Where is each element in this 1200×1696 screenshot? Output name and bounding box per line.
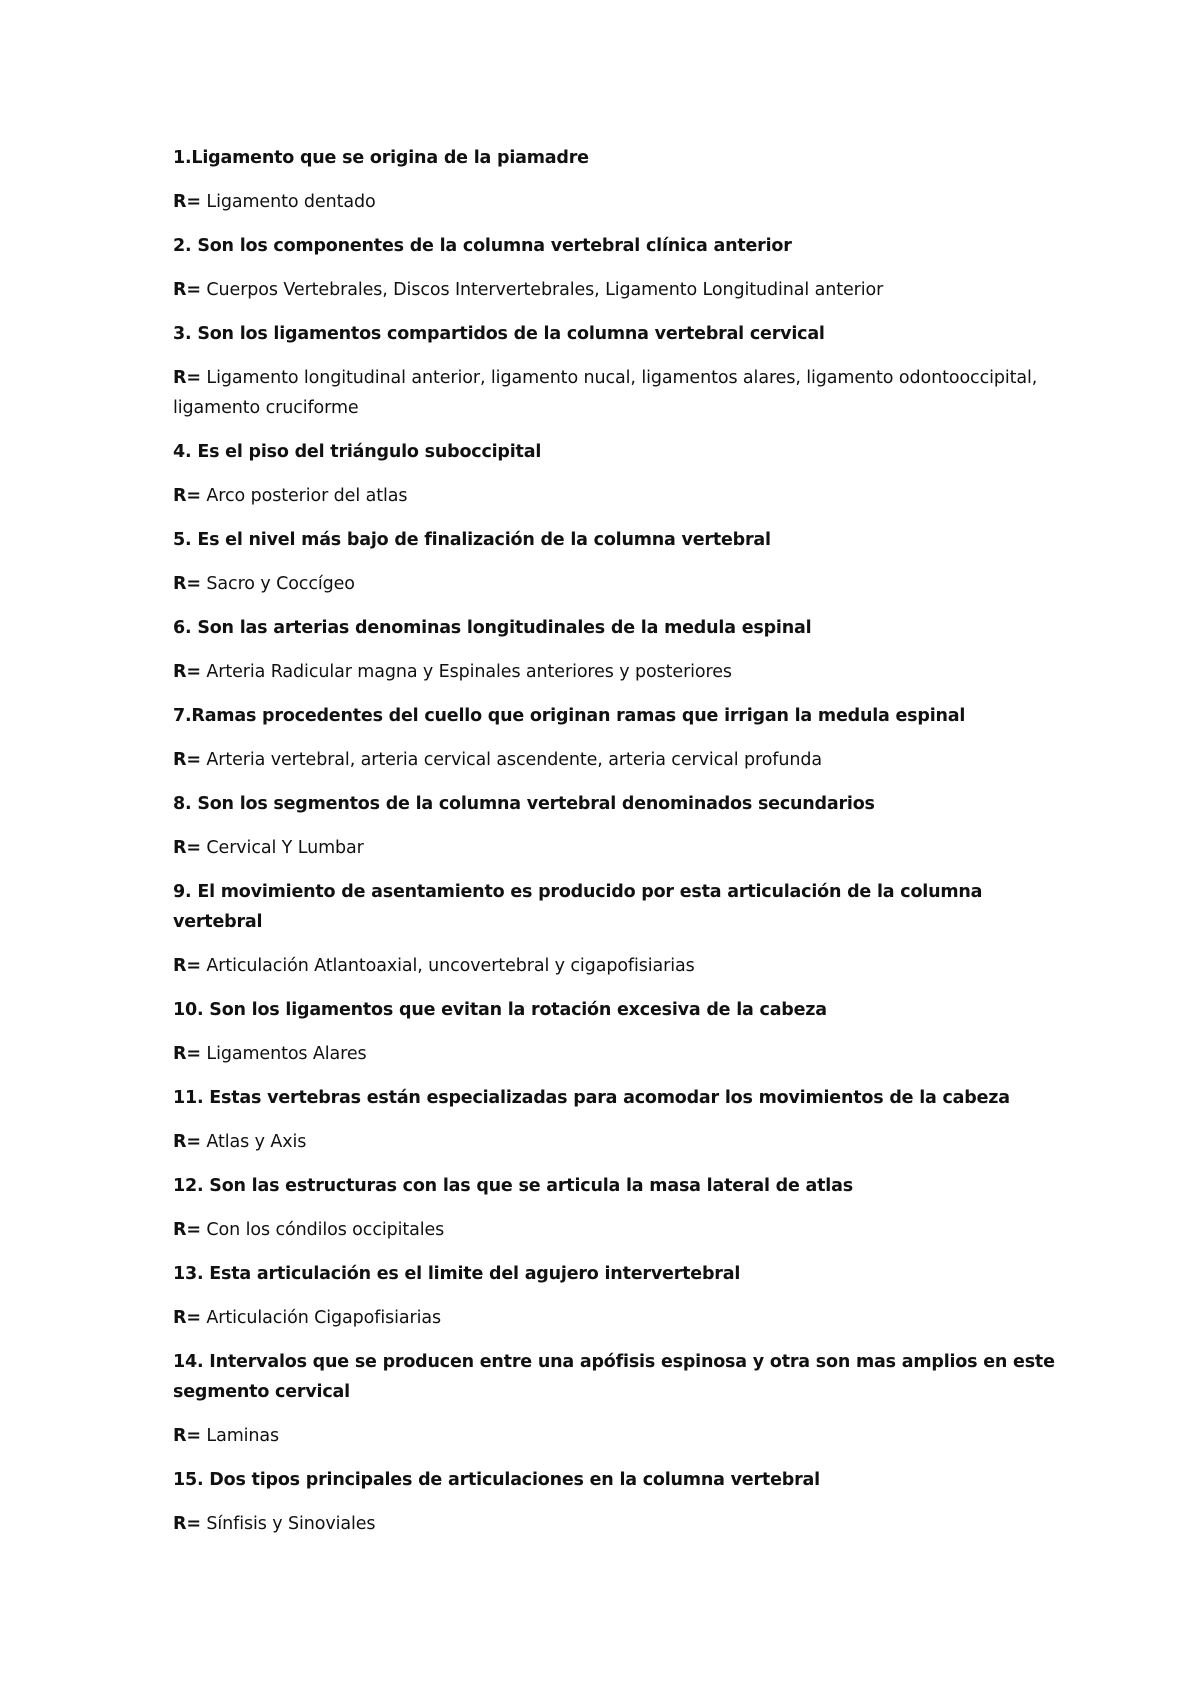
qa-item <box>173 701 1073 775</box>
answer-9 <box>173 951 1073 981</box>
answer-prefix: R= <box>173 192 201 212</box>
answer-text: Sacro y Coccígeo <box>200 574 355 594</box>
answer-text: Ligamento longitudinal anterior, ligamento nucal, ligamentos alares, ligamento odontooccipital, ligamento cruciforme <box>173 368 1038 418</box>
answer-prefix: R= <box>173 662 201 682</box>
answer-text: Arteria vertebral, arteria cervical ascendente, arteria cervical profunda <box>200 750 822 770</box>
question-12: 12. Son las estructuras con las que se articula la masa lateral de atlas <box>173 1176 853 1196</box>
answer-6 <box>173 657 1073 687</box>
answer-text: Arco posterior del atlas <box>200 486 408 506</box>
question-2: 2. Son los componentes de la columna vertebral clínica anterior <box>173 236 792 256</box>
qa-item <box>173 231 1073 305</box>
answer-text: Arteria Radicular magna y Espinales anteriores y posteriores <box>200 662 732 682</box>
question-14: 14. Intervalos que se producen entre una apófisis espinosa y otra son mas amplios en este segmento cervical <box>173 1352 1055 1402</box>
answer-text: Ligamentos Alares <box>200 1044 367 1064</box>
answer-10 <box>173 1039 1073 1069</box>
qa-item <box>173 1083 1073 1157</box>
question-4: 4. Es el piso del triángulo suboccipital <box>173 442 542 462</box>
answer-13 <box>173 1303 1073 1333</box>
qa-item <box>173 995 1073 1069</box>
answer-text: Sínfisis y Sinoviales <box>200 1514 376 1534</box>
answer-text: Articulación Atlantoaxial, uncovertebral y cigapofisiarias <box>200 956 695 976</box>
qa-item <box>173 1259 1073 1333</box>
answer-text: Laminas <box>200 1426 280 1446</box>
answer-prefix: R= <box>173 1220 201 1240</box>
qa-item <box>173 877 1073 981</box>
answer-text: Cervical Y Lumbar <box>200 838 364 858</box>
answer-prefix: R= <box>173 838 201 858</box>
answer-prefix: R= <box>173 956 201 976</box>
question-9: 9. El movimiento de asentamiento es producido por esta articulación de la columna vertebral <box>173 882 983 932</box>
qa-item <box>173 525 1073 599</box>
answer-11 <box>173 1127 1073 1157</box>
answer-prefix: R= <box>173 574 201 594</box>
qa-item <box>173 1347 1073 1451</box>
question-6: 6. Son las arterias denominas longitudinales de la medula espinal <box>173 618 812 638</box>
question-13: 13. Esta articulación es el limite del agujero intervertebral <box>173 1264 741 1284</box>
answer-8 <box>173 833 1073 863</box>
answer-4 <box>173 481 1073 511</box>
question-8: 8. Son los segmentos de la columna vertebral denominados secundarios <box>173 794 875 814</box>
question-3: 3. Son los ligamentos compartidos de la columna vertebral cervical <box>173 324 825 344</box>
answer-prefix: R= <box>173 1426 201 1446</box>
answer-7 <box>173 745 1073 775</box>
answer-prefix: R= <box>173 280 201 300</box>
answer-12 <box>173 1215 1073 1245</box>
answer-prefix: R= <box>173 1308 201 1328</box>
answer-14 <box>173 1421 1073 1451</box>
question-10: 10. Son los ligamentos que evitan la rotación excesiva de la cabeza <box>173 1000 827 1020</box>
answer-prefix: R= <box>173 368 201 388</box>
question-7: 7.Ramas procedentes del cuello que originan ramas que irrigan la medula espinal <box>173 706 966 726</box>
answer-text: Articulación Cigapofisiarias <box>200 1308 442 1328</box>
qa-item <box>173 613 1073 687</box>
qa-item <box>173 1171 1073 1245</box>
answer-prefix: R= <box>173 1514 201 1534</box>
answer-text: Ligamento dentado <box>200 192 376 212</box>
qa-item <box>173 319 1073 423</box>
qa-item <box>173 143 1073 217</box>
answer-3 <box>173 363 1073 423</box>
answer-15 <box>173 1509 1073 1539</box>
answer-text: Cuerpos Vertebrales, Discos Intervertebrales, Ligamento Longitudinal anterior <box>200 280 884 300</box>
answer-prefix: R= <box>173 1132 201 1152</box>
question-15: 15. Dos tipos principales de articulaciones en la columna vertebral <box>173 1470 820 1490</box>
answer-prefix: R= <box>173 1044 201 1064</box>
question-11: 11. Estas vertebras están especializadas para acomodar los movimientos de la cabeza <box>173 1088 1010 1108</box>
qa-item <box>173 1465 1073 1539</box>
answer-prefix: R= <box>173 750 201 770</box>
question-5: 5. Es el nivel más bajo de finalización de la columna vertebral <box>173 530 771 550</box>
question-1: 1.Ligamento que se origina de la piamadre <box>173 148 589 168</box>
qa-item <box>173 437 1073 511</box>
answer-prefix: R= <box>173 486 201 506</box>
qa-item <box>173 789 1073 863</box>
answer-2 <box>173 275 1073 305</box>
answer-text: Con los cóndilos occipitales <box>200 1220 445 1240</box>
answer-text: Atlas y Axis <box>200 1132 307 1152</box>
qa-list <box>173 143 1073 1553</box>
answer-1 <box>173 187 1073 217</box>
answer-5 <box>173 569 1073 599</box>
